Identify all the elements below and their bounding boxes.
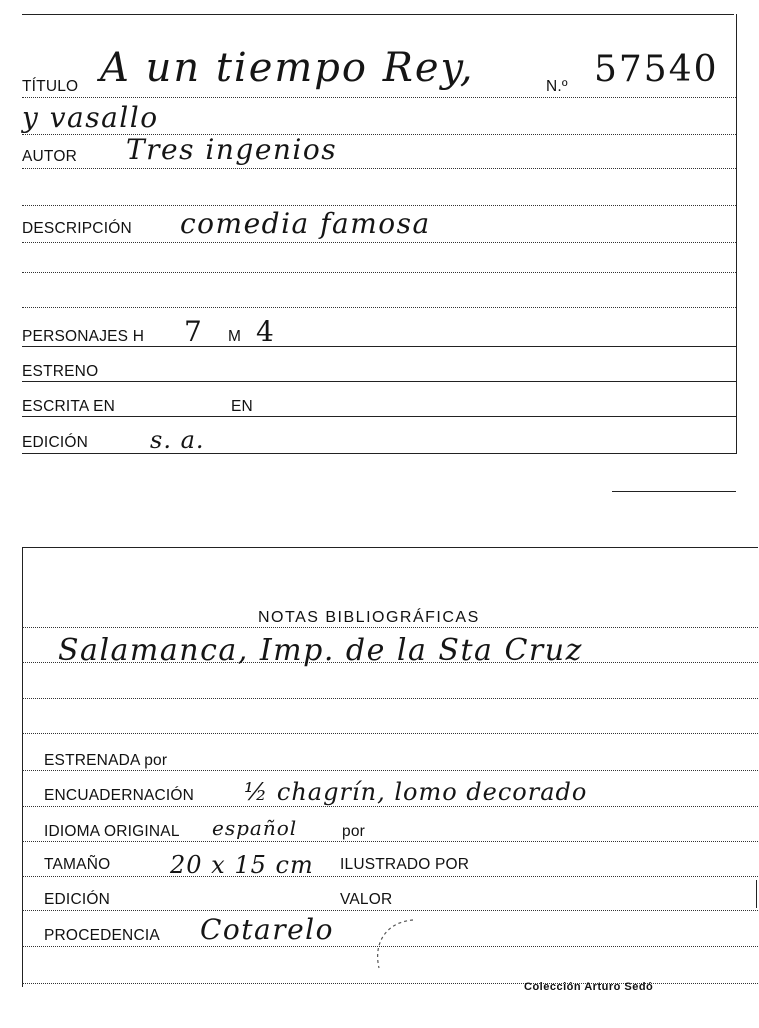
ruled-line bbox=[22, 416, 736, 417]
edicion-label: EDICIÓN bbox=[22, 434, 88, 451]
ruled-line bbox=[22, 806, 758, 807]
edicion-label-2: EDICIÓN bbox=[44, 891, 110, 908]
en-label: EN bbox=[231, 398, 253, 415]
procedencia-label: PROCEDENCIA bbox=[44, 927, 160, 944]
estrenada-por-label: ESTRENADA por bbox=[44, 752, 168, 769]
ruled-line bbox=[22, 242, 736, 243]
card-top-border bbox=[22, 547, 758, 548]
tamano-label: TAMAÑO bbox=[44, 856, 111, 873]
ruled-line bbox=[22, 168, 736, 169]
encuadernacion-label: ENCUADERNACIÓN bbox=[44, 787, 195, 804]
notas-heading: NOTAS BIBLIOGRÁFICAS bbox=[258, 609, 480, 626]
ruled-line bbox=[22, 307, 736, 308]
card-bottom-edge bbox=[612, 491, 736, 492]
personajes-h-value: 7 bbox=[184, 315, 204, 348]
ruled-line bbox=[22, 876, 758, 877]
ruled-line bbox=[22, 841, 758, 842]
autor-value: Tres ingenios bbox=[126, 133, 338, 166]
ruled-line bbox=[22, 698, 758, 699]
edicion-value: s. a. bbox=[150, 426, 205, 454]
numero-value: 57540 bbox=[594, 49, 719, 90]
idioma-original-value: español bbox=[212, 816, 298, 840]
card-right-border-fragment bbox=[756, 880, 757, 908]
descripcion-value: comedia famosa bbox=[180, 207, 431, 240]
ruled-line bbox=[22, 627, 758, 628]
ruled-line bbox=[22, 205, 736, 206]
stamp-mark bbox=[365, 912, 425, 982]
ruled-line bbox=[22, 272, 736, 273]
ruled-line bbox=[22, 381, 736, 382]
personajes-h-label: PERSONAJES H bbox=[22, 328, 145, 345]
ruled-line bbox=[22, 346, 736, 347]
procedencia-value: Cotarelo bbox=[200, 913, 334, 946]
titulo-label: TÍTULO bbox=[22, 78, 79, 95]
idioma-por-label: por bbox=[342, 823, 366, 840]
collection-stamp: Colección Arturo Sedó bbox=[524, 981, 654, 993]
ruled-line bbox=[22, 97, 736, 98]
ruled-line bbox=[22, 733, 758, 734]
card-left-border bbox=[22, 547, 23, 987]
valor-label: VALOR bbox=[340, 891, 393, 908]
idioma-original-label: IDIOMA ORIGINAL bbox=[44, 823, 180, 840]
card-right-border bbox=[736, 14, 737, 454]
descripcion-label: DESCRIPCIÓN bbox=[22, 220, 132, 237]
numero-label: N.º bbox=[546, 78, 568, 95]
tamano-value: 20 x 15 cm bbox=[170, 851, 314, 879]
escrita-en-label: ESCRITA EN bbox=[22, 398, 116, 415]
notas-value: Salamanca, Imp. de la Sta Cruz bbox=[58, 633, 583, 668]
titulo-value: A un tiempo Rey, bbox=[100, 45, 475, 91]
ilustrado-por-label: ILUSTRADO POR bbox=[340, 856, 470, 873]
personajes-m-label: M bbox=[228, 328, 242, 345]
card-top-border bbox=[22, 14, 734, 15]
ruled-line bbox=[22, 453, 736, 454]
ruled-line bbox=[22, 770, 758, 771]
titulo-value-line2: y vasallo bbox=[22, 101, 159, 134]
ruled-line bbox=[22, 910, 758, 911]
autor-label: AUTOR bbox=[22, 148, 77, 165]
personajes-m-value: 4 bbox=[256, 315, 276, 348]
estreno-label: ESTRENO bbox=[22, 363, 99, 380]
encuadernacion-value: ½ chagrín, lomo decorado bbox=[244, 778, 588, 806]
